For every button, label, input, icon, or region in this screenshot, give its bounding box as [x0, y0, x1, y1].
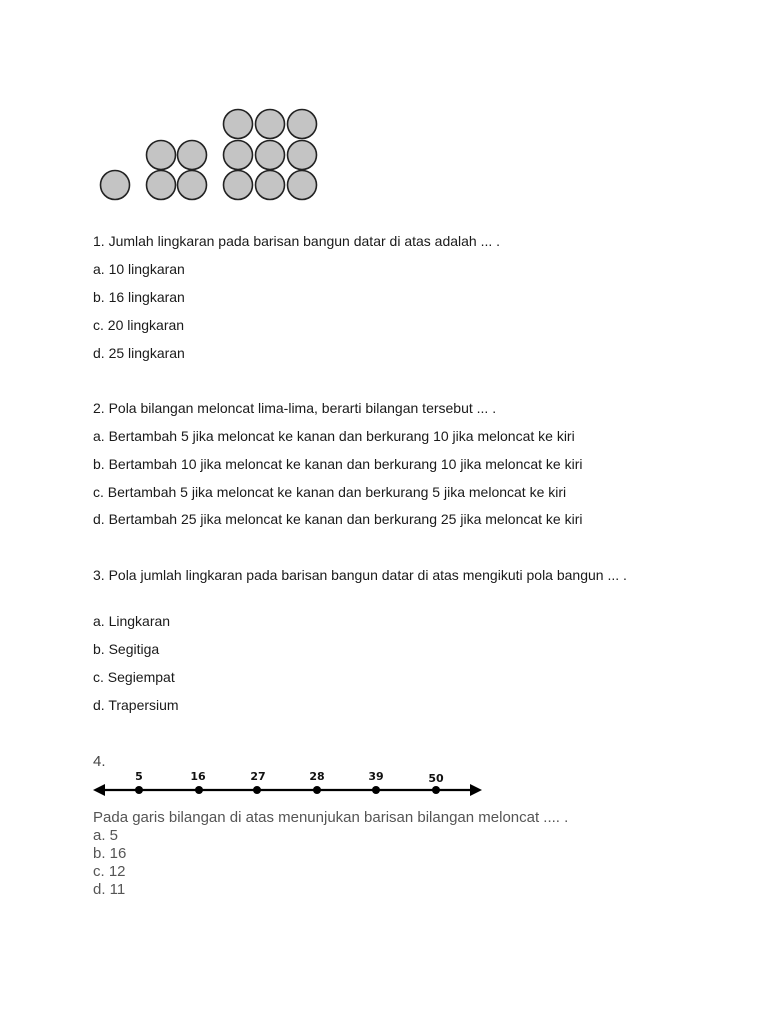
question-1-option-a: a. 10 lingkaran	[93, 261, 185, 277]
question-1-option-d: d. 25 lingkaran	[93, 345, 185, 361]
question-2-title: 2. Pola bilangan meloncat lima-lima, berarti bilangan tersebut ... .	[93, 400, 497, 416]
circle-icon	[256, 110, 285, 139]
question-2-option-a: a. Bertambah 5 jika meloncat ke kanan dan berkurang 10 jika meloncat ke kiri	[93, 428, 575, 444]
question-2-option-b: b. Bertambah 10 jika meloncat ke kanan dan berkurang 10 jika meloncat ke kiri	[93, 456, 583, 472]
question-3-option-d: d. Trapersium	[93, 697, 179, 713]
number-line-point	[432, 786, 440, 794]
arrow-left-icon	[93, 784, 105, 796]
circle-icon	[178, 171, 207, 200]
number-line-label: 28	[309, 770, 325, 783]
circle-icon	[147, 171, 176, 200]
circle-icon	[224, 110, 253, 139]
circle-icon	[147, 141, 176, 170]
circle-icon	[256, 171, 285, 200]
circle-icon	[256, 141, 285, 170]
circle-icon	[178, 141, 207, 170]
circle-icon	[288, 110, 317, 139]
number-line	[0, 760, 768, 810]
number-line-label: 16	[190, 770, 206, 783]
question-2-option-c: c. Bertambah 5 jika meloncat ke kanan dan berkurang 5 jika meloncat ke kiri	[93, 484, 567, 500]
number-line-label: 39	[368, 770, 384, 783]
number-line-label: 50	[428, 772, 444, 785]
number-line-point	[253, 786, 261, 794]
circle-icon	[288, 141, 317, 170]
question-1-option-b: b. 16 lingkaran	[93, 289, 185, 305]
question-1-option-c: c. 20 lingkaran	[93, 317, 185, 333]
number-line-point	[313, 786, 321, 794]
question-4-option-c: c. 12	[93, 863, 126, 880]
question-3-option-c: c. Segiempat	[93, 669, 175, 685]
question-4-option-b: b. 16	[93, 845, 127, 862]
circle-icon	[224, 141, 253, 170]
circle-icon	[101, 171, 130, 200]
question-4-number: 4.	[93, 753, 106, 770]
arrow-right-icon	[470, 784, 482, 796]
number-line-point	[135, 786, 143, 794]
number-line-label: 5	[135, 770, 143, 783]
circle-pattern-figure	[0, 0, 768, 230]
question-3-option-a: a. Lingkaran	[93, 613, 171, 629]
number-line-label: 27	[250, 770, 266, 783]
question-1-title: 1. Jumlah lingkaran pada barisan bangun datar di atas adalah ... .	[93, 233, 501, 249]
number-line-point	[195, 786, 203, 794]
question-2-option-d: d. Bertambah 25 jika meloncat ke kanan dan berkurang 25 jika meloncat ke kiri	[93, 511, 583, 527]
circle-icon	[288, 171, 317, 200]
question-4-option-a: a. 5	[93, 827, 119, 844]
question-4-block	[93, 809, 568, 899]
question-3-option-b: b. Segitiga	[93, 641, 160, 657]
number-line-point	[372, 786, 380, 794]
question-4-option-d: d. 11	[93, 881, 126, 898]
question-4-title: Pada garis bilangan di atas menunjukan barisan bilangan meloncat .... .	[93, 809, 569, 826]
question-3-title: 3. Pola jumlah lingkaran pada barisan bangun datar di atas mengikuti pola bangun ... .	[93, 567, 627, 583]
circle-icon	[224, 171, 253, 200]
